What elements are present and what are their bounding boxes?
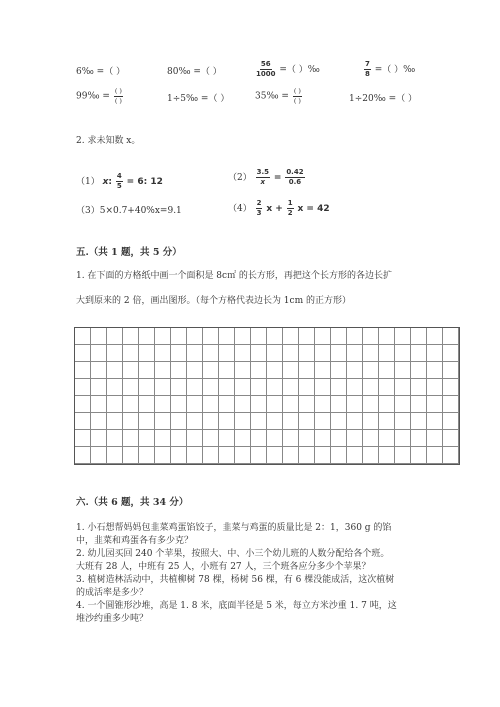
section5-heading: 五.（共 1 题，共 5 分） bbox=[76, 247, 182, 258]
equation-4 bbox=[228, 200, 330, 217]
equation-end: x = 42 bbox=[297, 204, 330, 214]
denominator: 3 bbox=[256, 209, 262, 217]
calc-35-permil bbox=[255, 88, 303, 104]
denominator: 5 bbox=[116, 182, 122, 190]
numerator: 3.5 bbox=[256, 168, 270, 176]
section6-line: 1. 小石想帮妈妈包韭菜鸡蛋馅饺子，韭菜与鸡蛋的质量比是 2：1，360 g 的馅 bbox=[76, 523, 392, 533]
blank-fraction bbox=[293, 88, 302, 104]
fraction-2-3 bbox=[256, 200, 263, 217]
blank-numerator: ( ) bbox=[114, 87, 122, 95]
denominator: 0.6 bbox=[288, 178, 302, 186]
blank-permil: =（ ）‰ bbox=[279, 65, 320, 75]
numerator: 7 bbox=[365, 60, 370, 68]
equation-label: （4） bbox=[228, 204, 252, 214]
section2-title: 2. 求未知数 x。 bbox=[76, 136, 141, 146]
equation-1 bbox=[76, 173, 163, 190]
blank-fraction bbox=[114, 88, 123, 104]
numerator: 1 bbox=[287, 199, 293, 207]
section6-line: 堆沙约重多少吨？ bbox=[76, 614, 149, 624]
denominator: 2 bbox=[287, 209, 293, 217]
blank-denominator: ( ) bbox=[293, 96, 301, 105]
section6-line: 大班有 28 人，中班有 25 人，小班有 27 人，三个班各应分多少个苹果？ bbox=[76, 562, 371, 572]
denominator: 1000 bbox=[256, 70, 276, 78]
calc-99-permil bbox=[76, 88, 124, 104]
fraction-7-8 bbox=[364, 61, 371, 78]
ratio-colon: : bbox=[108, 177, 113, 187]
fraction-1-2 bbox=[287, 200, 294, 217]
blank-denominator: ( ) bbox=[114, 96, 122, 105]
section5-question-line2: 大到原来的 2 倍，画出图形。（每个方格代表边长为 1cm 的正方形） bbox=[76, 296, 351, 306]
square-grid-paper[interactable] bbox=[74, 327, 460, 465]
calc-6-permil: 6‰ =（ ） bbox=[76, 67, 126, 77]
section6-line: 4. 一个圆锥形沙堆，高是 1. 8 米，底面半径是 5 米，每立方米沙重 1. 7 吨，这 bbox=[76, 601, 397, 611]
calc-1-div-5-permil: 1÷5‰ =（ ） bbox=[167, 94, 230, 104]
expr-left: 99‰ = bbox=[76, 91, 110, 102]
equation-3: （3）5×0.7+40%x=9.1 bbox=[76, 206, 182, 216]
calc-56-over-1000 bbox=[255, 61, 320, 78]
section6-line: 2. 幼儿园买回 240 个苹果，按照大、中、小三个幼儿班的人数分配给各个班。 bbox=[76, 549, 390, 559]
section6-line: 中，韭菜和鸡蛋各有多少克？ bbox=[76, 536, 194, 546]
fraction-4-5 bbox=[116, 173, 123, 190]
section6-line: 的成活率是多少？ bbox=[76, 588, 149, 598]
calc-7-over-8 bbox=[363, 61, 415, 78]
equals-sign: = bbox=[273, 173, 282, 183]
equation-2 bbox=[228, 169, 306, 186]
section6-line: 3. 植树造林活动中，共植柳树 78 棵，杨树 56 棵，有 6 棵没能成活，这次植树 bbox=[76, 575, 395, 585]
fraction-56-1000 bbox=[256, 61, 275, 78]
numerator: 56 bbox=[260, 60, 271, 68]
calc-80-permil: 80‰ =（ ） bbox=[167, 67, 222, 77]
numerator: 0.42 bbox=[286, 168, 304, 176]
blank-numerator: ( ) bbox=[293, 87, 301, 95]
section5-question-line1: 1. 在下面的方格纸中画一个面积是 8c㎡ 的长方形，再把这个长方形的各边长扩 bbox=[76, 271, 392, 281]
expr-left: 35‰ = bbox=[255, 91, 289, 102]
variable-x: x bbox=[102, 177, 109, 187]
numerator: 4 bbox=[116, 172, 122, 180]
equation-mid: x + bbox=[266, 204, 283, 214]
section6-heading: 六.（共 6 题，共 34 分） bbox=[76, 497, 189, 508]
blank-permil: =（ ）‰ bbox=[374, 65, 416, 75]
denominator: 8 bbox=[365, 70, 370, 78]
numerator: 2 bbox=[256, 199, 262, 207]
fraction-3.5-x bbox=[256, 169, 270, 186]
fraction-0.42-0.6 bbox=[285, 169, 304, 186]
calc-1-div-20-permil: 1÷20‰ =（ ） bbox=[349, 94, 418, 104]
equation-label: （1） bbox=[76, 177, 100, 187]
equation-rest: = 6: 12 bbox=[126, 177, 163, 187]
denominator: x bbox=[260, 178, 266, 186]
equation-label: （2） bbox=[228, 173, 252, 183]
